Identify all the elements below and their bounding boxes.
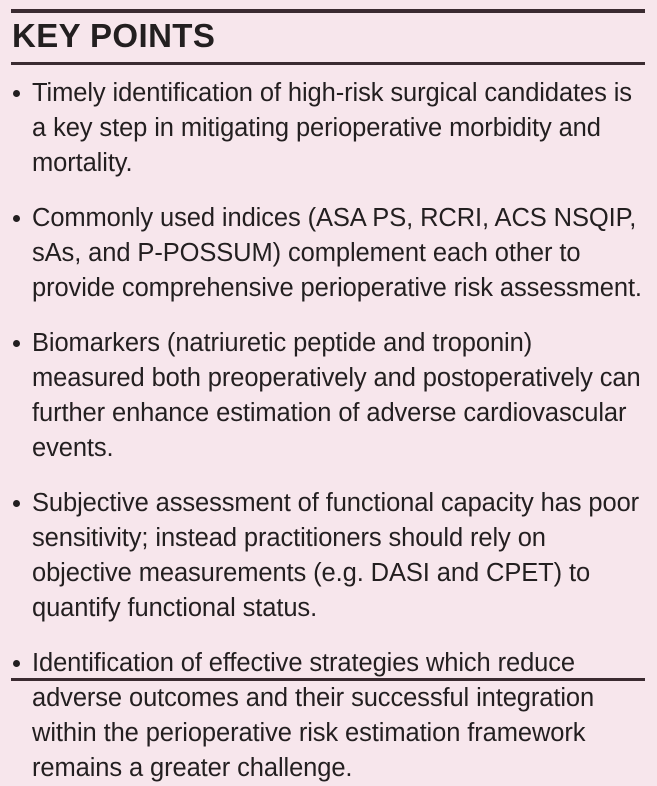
list-item-text: Commonly used indices (ASA PS, RCRI, ACS NSQIP, sAs, and P-POSSUM) complement each other to provide comprehensive perioperative risk assessment. bbox=[32, 204, 642, 302]
list-item bbox=[0, 646, 657, 786]
list-item bbox=[0, 76, 657, 181]
list-item-text: Timely identification of high-risk surgical candidates is a key step in mitigating perioperative morbidity and mortality. bbox=[32, 79, 632, 177]
bullet-dot-icon bbox=[13, 500, 20, 507]
title-underline-rule bbox=[11, 62, 645, 65]
bullet-dot-icon bbox=[13, 660, 20, 667]
bottom-divider-rule bbox=[11, 678, 645, 681]
list-item bbox=[0, 201, 657, 306]
bullet-dot-icon bbox=[13, 90, 20, 97]
bullet-dot-icon bbox=[13, 215, 20, 222]
list-item bbox=[0, 486, 657, 626]
list-item-text: Biomarkers (natriuretic peptide and troponin) measured both preoperatively and postoperatively can further enhance estimation of adverse cardiovascular events. bbox=[32, 329, 641, 462]
list-item bbox=[0, 326, 657, 466]
top-divider-rule bbox=[11, 9, 645, 13]
bullet-dot-icon bbox=[13, 340, 20, 347]
page-title: KEY POINTS bbox=[12, 17, 216, 54]
list-item-text: Subjective assessment of functional capacity has poor sensitivity; instead practitioners should rely on objective measurements (e.g. DASI and CPET) to quantify functional status. bbox=[32, 489, 640, 622]
list-item-text: Identification of effective strategies which reduce adverse outcomes and their successful integration within the perioperative risk estimation framework remains a greater challenge. bbox=[32, 649, 595, 782]
